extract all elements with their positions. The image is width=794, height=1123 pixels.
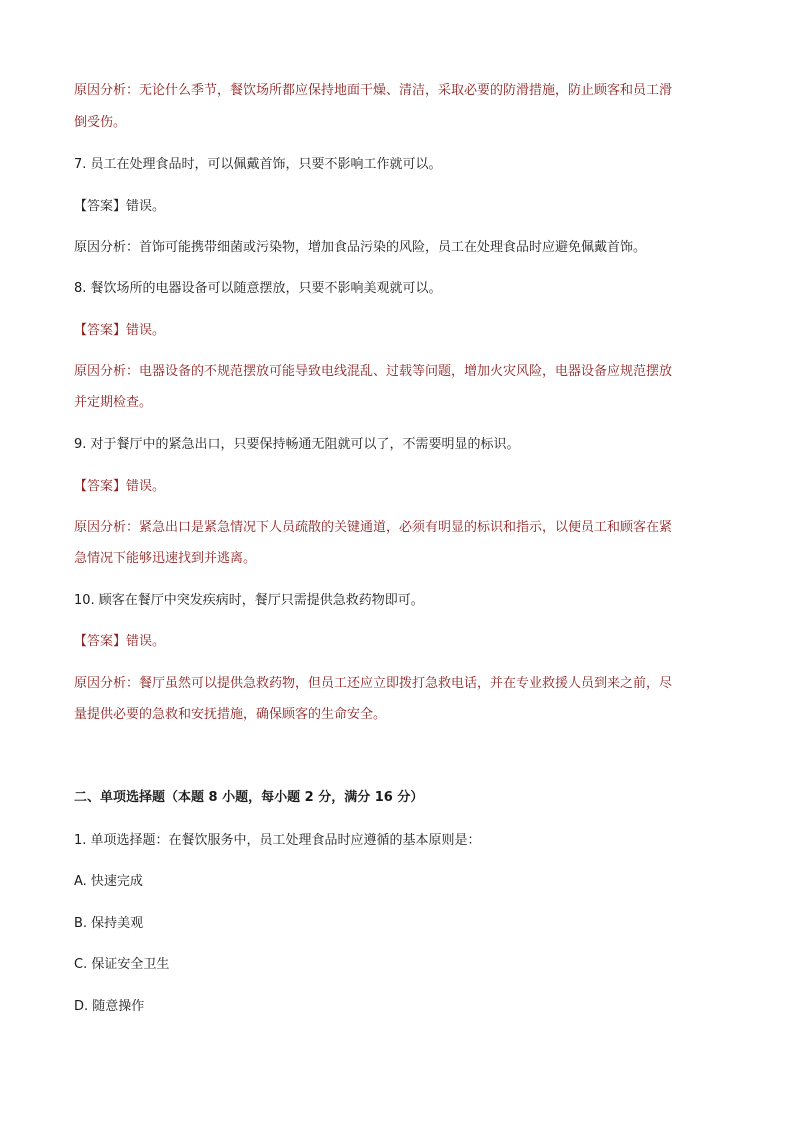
question-8: 8. 餐饮场所的电器设备可以随意摆放，只要不影响美观就可以。 xyxy=(74,281,442,296)
analysis-text: 原因分析：紧急出口是紧急情况下人员疏散的关键通道，必须有明显的标识和指示，以便员工和顾客在紧 xyxy=(74,520,673,535)
answer-label: 【答案】错误。 xyxy=(74,199,166,214)
option-b: B. 保持美观 xyxy=(74,916,144,931)
analysis-text: 并定期检查。 xyxy=(74,395,153,410)
analysis-text: 原因分析：餐厅虽然可以提供急救药物，但员工还应立即拨打急救电话，并在专业救援人员到来之前，尽 xyxy=(74,676,673,691)
question-7: 7. 员工在处理食品时，可以佩戴首饰，只要不影响工作就可以。 xyxy=(74,157,442,172)
answer-label: 【答案】错误。 xyxy=(74,479,166,494)
analysis-text: 原因分析：首饰可能携带细菌或污染物，增加食品污染的风险，员工在处理食品时应避免佩戴首饰。 xyxy=(74,240,647,255)
choice-question-1: 1. 单项选择题：在餐饮服务中，员工处理食品时应遵循的基本原则是： xyxy=(74,833,481,848)
analysis-text: 原因分析：无论什么季节，餐饮场所都应保持地面干燥、清洁，采取必要的防滑措施，防止顾客和员工滑 xyxy=(74,83,673,98)
analysis-text: 量提供必要的急救和安抚措施，确保顾客的生命安全。 xyxy=(74,707,387,722)
question-9: 9. 对于餐厅中的紧急出口，只要保持畅通无阻就可以了，不需要明显的标识。 xyxy=(74,437,520,452)
answer-label: 【答案】错误。 xyxy=(74,323,166,338)
option-a: A. 快速完成 xyxy=(74,874,143,889)
analysis-text: 急情况下能够迅速找到并逃离。 xyxy=(74,551,257,566)
analysis-text: 倒受伤。 xyxy=(74,115,127,130)
option-d: D. 随意操作 xyxy=(74,999,145,1014)
analysis-text: 原因分析：电器设备的不规范摆放可能导致电线混乱、过载等问题，增加火灾风险，电器设备应规范摆放 xyxy=(74,364,673,379)
option-c: C. 保证安全卫生 xyxy=(74,957,170,972)
question-10: 10. 顾客在餐厅中突发疾病时，餐厅只需提供急救药物即可。 xyxy=(74,593,424,608)
section-title: 二、单项选择题（本题 8 小题，每小题 2 分，满分 16 分） xyxy=(74,790,424,805)
answer-label: 【答案】错误。 xyxy=(74,634,166,649)
